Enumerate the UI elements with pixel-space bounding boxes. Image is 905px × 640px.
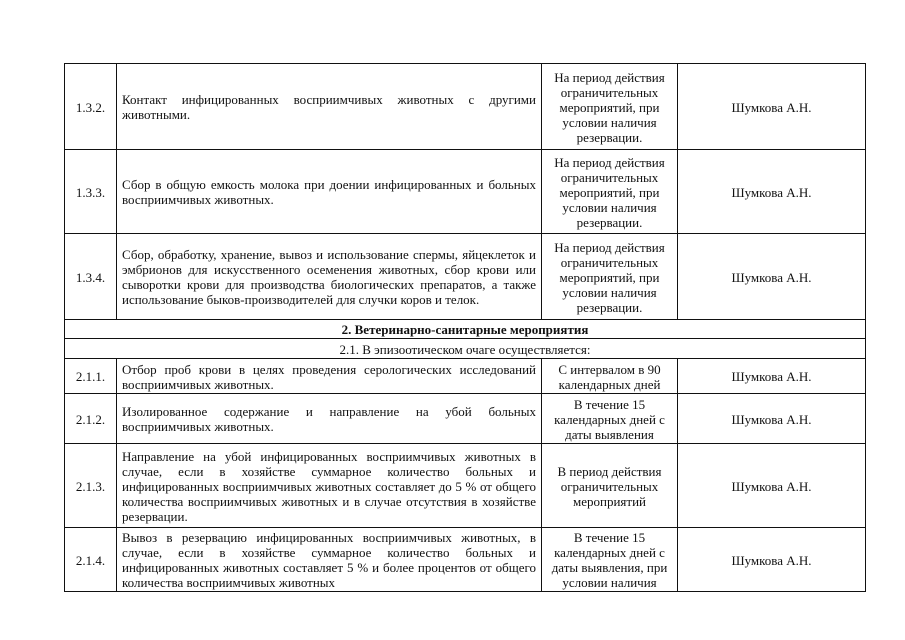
row-term: В период действия ограничительных мероприятий (542, 444, 678, 528)
row-number: 2.1.4. (65, 528, 117, 592)
section-header-row (65, 320, 866, 339)
row-action: Сбор в общую емкость молока при доении инфицированных и больных восприимчивых животных. (117, 150, 542, 234)
subsection-header-row (65, 339, 866, 359)
row-action: Сбор, обработку, хранение, вывоз и использование спермы, яйцеклеток и эмбрионов для искусственного осеменения животных, сбор крови или сыворотки крови для производства биологических препаратов, а также использование быков-производителей для случки коров и телок. (117, 234, 542, 320)
row-responsible: Шумкова А.Н. (678, 444, 866, 528)
row-action: Направление на убой инфицированных восприимчивых животных в случае, если в хозяйстве суммарное количество больных и инфицированных восприимчивых животных составляет до 5 % от общего количества восприимчивых животных и в случае отсутствия в хозяйстве резервации. (117, 444, 542, 528)
row-responsible: Шумкова А.Н. (678, 394, 866, 444)
row-number: 1.3.3. (65, 150, 117, 234)
row-action: Изолированное содержание и направление на убой больных восприимчивых животных. (117, 394, 542, 444)
table-row (65, 234, 866, 320)
row-responsible: Шумкова А.Н. (678, 64, 866, 150)
row-term: В течение 15 календарных дней с даты выявления, при условии наличия (542, 528, 678, 592)
table-row (65, 64, 866, 150)
table-row (65, 150, 866, 234)
row-responsible: Шумкова А.Н. (678, 359, 866, 394)
table-row (65, 528, 866, 592)
row-number: 1.3.2. (65, 64, 117, 150)
row-action: Контакт инфицированных восприимчивых животных с другими животными. (117, 64, 542, 150)
row-term: На период действия ограничительных мероприятий, при условии наличия резервации. (542, 234, 678, 320)
row-responsible: Шумкова А.Н. (678, 234, 866, 320)
row-action: Отбор проб крови в целях проведения серологических исследований восприимчивых животных. (117, 359, 542, 394)
row-number: 2.1.2. (65, 394, 117, 444)
measures-table (64, 63, 866, 592)
table-row (65, 359, 866, 394)
row-number: 2.1.1. (65, 359, 117, 394)
row-term: На период действия ограничительных мероприятий, при условии наличия резервации. (542, 64, 678, 150)
table-row (65, 394, 866, 444)
row-number: 1.3.4. (65, 234, 117, 320)
table-row (65, 444, 866, 528)
row-action: Вывоз в резервацию инфицированных восприимчивых животных, в случае, если в хозяйстве суммарное количество больных и инфицированных животных составляет 5 % и более процентов от общего количества восприимчивых животных (117, 528, 542, 592)
row-responsible: Шумкова А.Н. (678, 150, 866, 234)
row-term: На период действия ограничительных мероприятий, при условии наличия резервации. (542, 150, 678, 234)
subsection-title: 2.1. В эпизоотическом очаге осуществляется: (65, 339, 866, 359)
row-term: С интервалом в 90 календарных дней (542, 359, 678, 394)
row-responsible: Шумкова А.Н. (678, 528, 866, 592)
row-number: 2.1.3. (65, 444, 117, 528)
row-term: В течение 15 календарных дней с даты выявления (542, 394, 678, 444)
section-title: 2. Ветеринарно-санитарные мероприятия (65, 320, 866, 339)
